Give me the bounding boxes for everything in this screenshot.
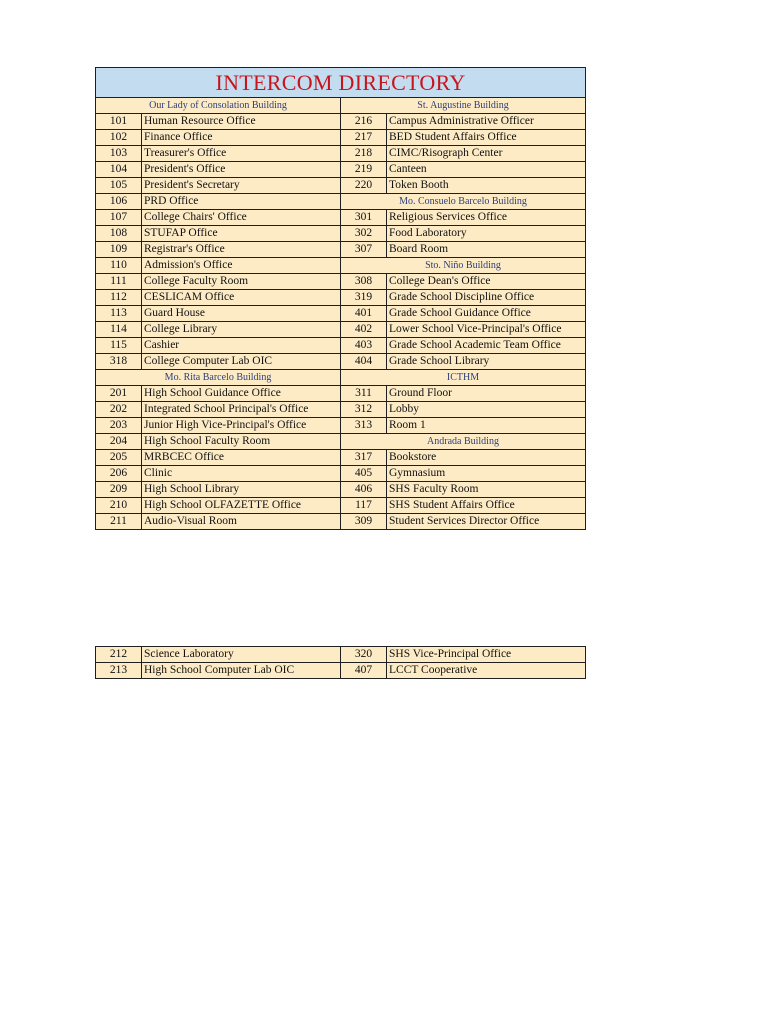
office-name: High School Guidance Office <box>142 386 341 402</box>
directory-row <box>96 194 586 210</box>
extension-number: 302 <box>341 226 387 242</box>
extension-number: 317 <box>341 450 387 466</box>
directory-row <box>96 663 586 679</box>
office-name: Token Booth <box>387 178 586 194</box>
office-name: Registrar's Office <box>142 242 341 258</box>
extension-number: 204 <box>96 434 142 450</box>
office-name: BED Student Affairs Office <box>387 130 586 146</box>
office-name: CIMC/Risograph Center <box>387 146 586 162</box>
extension-number: 110 <box>96 258 142 274</box>
extension-number: 311 <box>341 386 387 402</box>
extension-number: 312 <box>341 402 387 418</box>
office-name: Human Resource Office <box>142 114 341 130</box>
office-name: College Computer Lab OIC <box>142 354 341 370</box>
building-header: Sto. Niño Building <box>341 258 586 274</box>
office-name: Junior High Vice-Principal's Office <box>142 418 341 434</box>
directory-row <box>96 114 586 130</box>
directory-row <box>96 242 586 258</box>
office-name: Admission's Office <box>142 258 341 274</box>
extension-number: 407 <box>341 663 387 679</box>
extension-number: 405 <box>341 466 387 482</box>
office-name: Lower School Vice-Principal's Office <box>387 322 586 338</box>
extension-number: 210 <box>96 498 142 514</box>
office-name: Grade School Guidance Office <box>387 306 586 322</box>
directory-row <box>96 418 586 434</box>
office-name: High School Library <box>142 482 341 498</box>
office-name: High School Faculty Room <box>142 434 341 450</box>
office-name: CESLICAM Office <box>142 290 341 306</box>
extension-number: 203 <box>96 418 142 434</box>
directory-row <box>96 514 586 530</box>
extension-number: 108 <box>96 226 142 242</box>
extension-number: 101 <box>96 114 142 130</box>
extension-number: 107 <box>96 210 142 226</box>
directory-row <box>96 482 586 498</box>
directory-row <box>96 338 586 354</box>
office-name: MRBCEC Office <box>142 450 341 466</box>
directory-title: INTERCOM DIRECTORY <box>96 68 586 98</box>
continuation-body <box>96 647 586 679</box>
building-header: Andrada Building <box>341 434 586 450</box>
building-header: Our Lady of Consolation Building <box>96 98 341 114</box>
office-name: College Faculty Room <box>142 274 341 290</box>
office-name: Integrated School Principal's Office <box>142 402 341 418</box>
office-name: Board Room <box>387 242 586 258</box>
office-name: Cashier <box>142 338 341 354</box>
office-name: Religious Services Office <box>387 210 586 226</box>
office-name: Food Laboratory <box>387 226 586 242</box>
directory-row <box>96 290 586 306</box>
directory-row <box>96 146 586 162</box>
office-name: SHS Vice-Principal Office <box>387 647 586 663</box>
directory-row <box>96 370 586 386</box>
extension-number: 216 <box>341 114 387 130</box>
directory-row <box>96 226 586 242</box>
office-name: Grade School Discipline Office <box>387 290 586 306</box>
building-header: Mo. Rita Barcelo Building <box>96 370 341 386</box>
office-name: Ground Floor <box>387 386 586 402</box>
office-name: Gymnasium <box>387 466 586 482</box>
extension-number: 320 <box>341 647 387 663</box>
extension-number: 219 <box>341 162 387 178</box>
office-name: LCCT Cooperative <box>387 663 586 679</box>
office-name: College Dean's Office <box>387 274 586 290</box>
extension-number: 402 <box>341 322 387 338</box>
directory-row <box>96 450 586 466</box>
directory-row <box>96 98 586 114</box>
extension-number: 309 <box>341 514 387 530</box>
extension-number: 109 <box>96 242 142 258</box>
extension-number: 220 <box>341 178 387 194</box>
directory-row <box>96 258 586 274</box>
office-name: Audio-Visual Room <box>142 514 341 530</box>
directory-row <box>96 178 586 194</box>
directory-body <box>96 68 586 530</box>
office-name: Grade School Academic Team Office <box>387 338 586 354</box>
extension-number: 307 <box>341 242 387 258</box>
directory-row <box>96 162 586 178</box>
extension-number: 313 <box>341 418 387 434</box>
office-name: PRD Office <box>142 194 341 210</box>
directory-row <box>96 466 586 482</box>
extension-number: 319 <box>341 290 387 306</box>
building-header: Mo. Consuelo Barcelo Building <box>341 194 586 210</box>
extension-number: 205 <box>96 450 142 466</box>
intercom-directory-continuation <box>95 646 585 679</box>
extension-number: 102 <box>96 130 142 146</box>
extension-number: 318 <box>96 354 142 370</box>
office-name: Guard House <box>142 306 341 322</box>
extension-number: 218 <box>341 146 387 162</box>
office-name: Science Laboratory <box>142 647 341 663</box>
extension-number: 213 <box>96 663 142 679</box>
extension-number: 209 <box>96 482 142 498</box>
office-name: SHS Faculty Room <box>387 482 586 498</box>
extension-number: 103 <box>96 146 142 162</box>
extension-number: 308 <box>341 274 387 290</box>
office-name: President's Office <box>142 162 341 178</box>
office-name: Treasurer's Office <box>142 146 341 162</box>
directory-row <box>96 130 586 146</box>
extension-number: 404 <box>341 354 387 370</box>
extension-number: 301 <box>341 210 387 226</box>
directory-row <box>96 647 586 663</box>
office-name: College Chairs' Office <box>142 210 341 226</box>
extension-number: 211 <box>96 514 142 530</box>
extension-number: 217 <box>341 130 387 146</box>
building-header: St. Augustine Building <box>341 98 586 114</box>
office-name: STUFAP Office <box>142 226 341 242</box>
office-name: Clinic <box>142 466 341 482</box>
extension-number: 406 <box>341 482 387 498</box>
intercom-directory-table <box>95 67 585 530</box>
extension-number: 401 <box>341 306 387 322</box>
directory-row <box>96 434 586 450</box>
building-header: ICTHM <box>341 370 586 386</box>
extension-number: 104 <box>96 162 142 178</box>
directory-row <box>96 402 586 418</box>
extension-number: 206 <box>96 466 142 482</box>
office-name: Campus Administrative Officer <box>387 114 586 130</box>
directory-row <box>96 354 586 370</box>
directory-row <box>96 306 586 322</box>
directory-row <box>96 210 586 226</box>
office-name: Lobby <box>387 402 586 418</box>
extension-number: 112 <box>96 290 142 306</box>
directory-row <box>96 386 586 402</box>
directory-row <box>96 274 586 290</box>
office-name: Finance Office <box>142 130 341 146</box>
office-name: Grade School Library <box>387 354 586 370</box>
extension-number: 201 <box>96 386 142 402</box>
extension-number: 202 <box>96 402 142 418</box>
extension-number: 111 <box>96 274 142 290</box>
office-name: Bookstore <box>387 450 586 466</box>
office-name: Canteen <box>387 162 586 178</box>
directory-row <box>96 498 586 514</box>
extension-number: 212 <box>96 647 142 663</box>
extension-number: 114 <box>96 322 142 338</box>
extension-number: 105 <box>96 178 142 194</box>
office-name: High School OLFAZETTE Office <box>142 498 341 514</box>
directory-row <box>96 322 586 338</box>
extension-number: 117 <box>341 498 387 514</box>
office-name: High School Computer Lab OIC <box>142 663 341 679</box>
extension-number: 113 <box>96 306 142 322</box>
extension-number: 115 <box>96 338 142 354</box>
office-name: SHS Student Affairs Office <box>387 498 586 514</box>
extension-number: 106 <box>96 194 142 210</box>
office-name: Room 1 <box>387 418 586 434</box>
office-name: Student Services Director Office <box>387 514 586 530</box>
office-name: President's Secretary <box>142 178 341 194</box>
office-name: College Library <box>142 322 341 338</box>
extension-number: 403 <box>341 338 387 354</box>
